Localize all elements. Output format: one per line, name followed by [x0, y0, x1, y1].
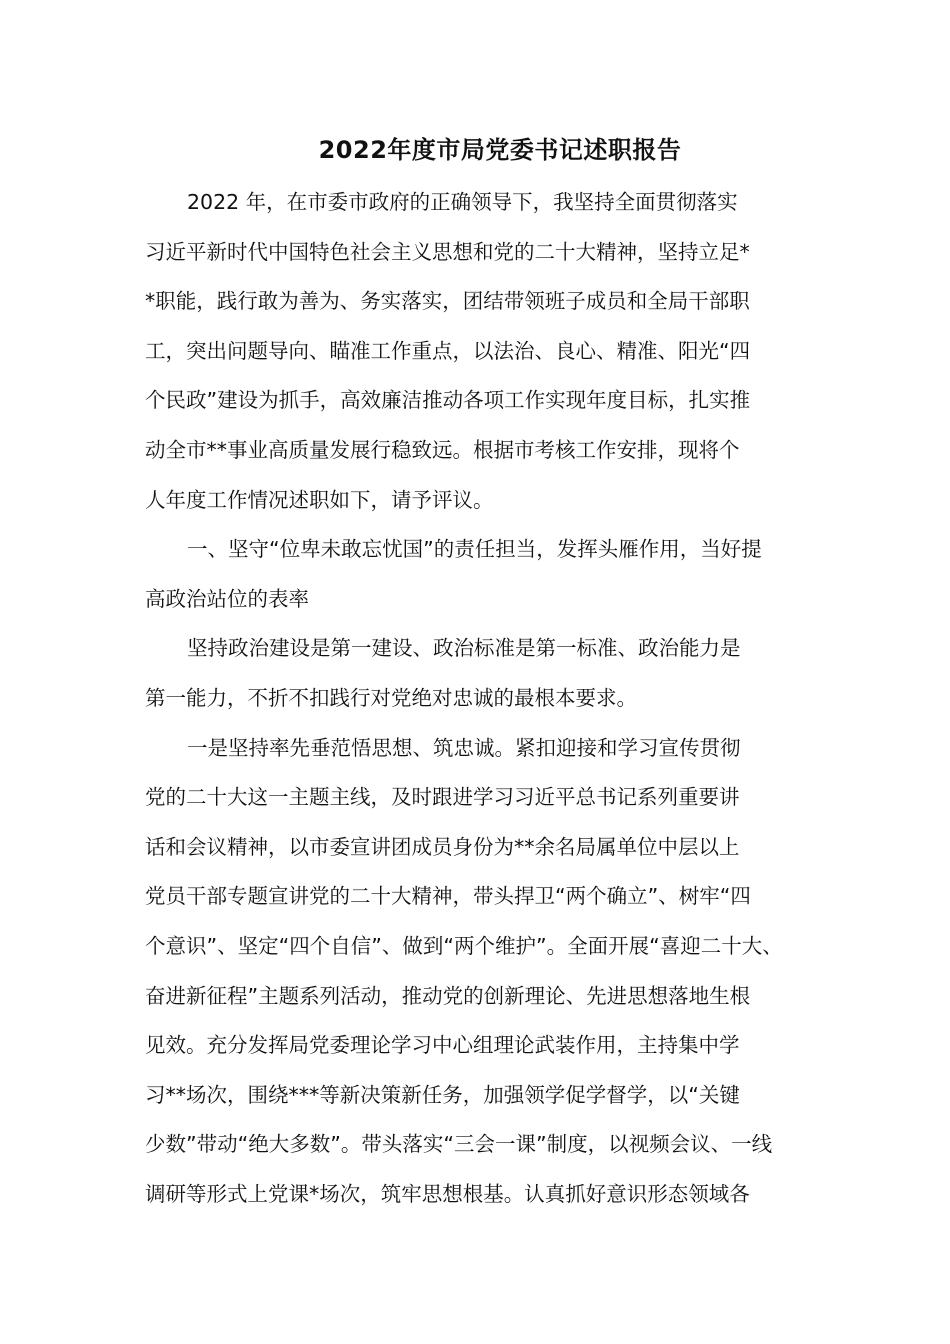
paragraph-line: 习**场次，围绕***等新决策新任务，加强领学促学督学，以“关键 [145, 1082, 740, 1107]
paragraph-line: 话和会议精神，以市委宣讲团成员身份为**余名局属单位中层以上 [145, 834, 740, 859]
section-heading-line: 一、坚守“位卑未敢忘忧国”的责任担当，发挥头雁作用，当好提 [187, 537, 762, 562]
paragraph-line: 坚持政治建设是第一建设、政治标准是第一标准、政治能力是 [187, 636, 741, 661]
paragraph-line: 第一能力，不折不扣践行对党绝对忠诚的最根本要求。 [145, 685, 637, 710]
document-title: 2022年度市局党委书记述职报告 [318, 136, 682, 164]
paragraph-line: 习近平新时代中国特色社会主义思想和党的二十大精神，坚持立足* [145, 239, 750, 264]
paragraph-line: 个民政”建设为抓手，高效廉洁推动各项工作实现年度目标，扎实推 [145, 388, 751, 413]
paragraph-line: *职能，践行敢为善为、务实落实，团结带领班子成员和全局干部职 [145, 289, 750, 314]
paragraph-line: 奋进新征程”主题系列活动，推动党的创新理论、先进思想落地生根 [145, 983, 751, 1008]
paragraph-line: 少数”带动“绝大多数”。带头落实“三会一课”制度，以视频会议、一线 [145, 1132, 773, 1157]
paragraph-line: 工，突出问题导向、瞄准工作重点，以法治、良心、精准、阳光“四 [145, 338, 751, 363]
paragraph-line: 党员干部专题宣讲党的二十大精神，带头捍卫“两个确立”、树牢“四 [145, 884, 751, 909]
paragraph-line: 个意识”、坚定“四个自信”、做到“两个维护”。全面开展“喜迎二十大、 [145, 933, 783, 958]
section-heading-line: 高政治站位的表率 [145, 586, 309, 611]
paragraph-line: 2022 年，在市委市政府的正确领导下，我坚持全面贯彻落实 [187, 190, 738, 214]
paragraph-line: 见效。充分发挥局党委理论学习中心组理论武装作用，主持集中学 [145, 1033, 740, 1058]
paragraph-line: 一是坚持率先垂范悟思想、筑忠诚。紧扣迎接和学习宣传贯彻 [187, 735, 741, 760]
paragraph-line: 人年度工作情况述职如下，请予评议。 [145, 487, 494, 512]
paragraph-line: 动全市**事业高质量发展行稳致远。根据市考核工作安排，现将个 [145, 437, 740, 462]
paragraph-line: 调研等形式上党课*场次，筑牢思想根基。认真抓好意识形态领域各 [145, 1181, 750, 1206]
document-body [145, 178, 810, 1219]
paragraph-line: 党的二十大这一主题主线，及时跟进学习习近平总书记系列重要讲 [145, 785, 740, 810]
